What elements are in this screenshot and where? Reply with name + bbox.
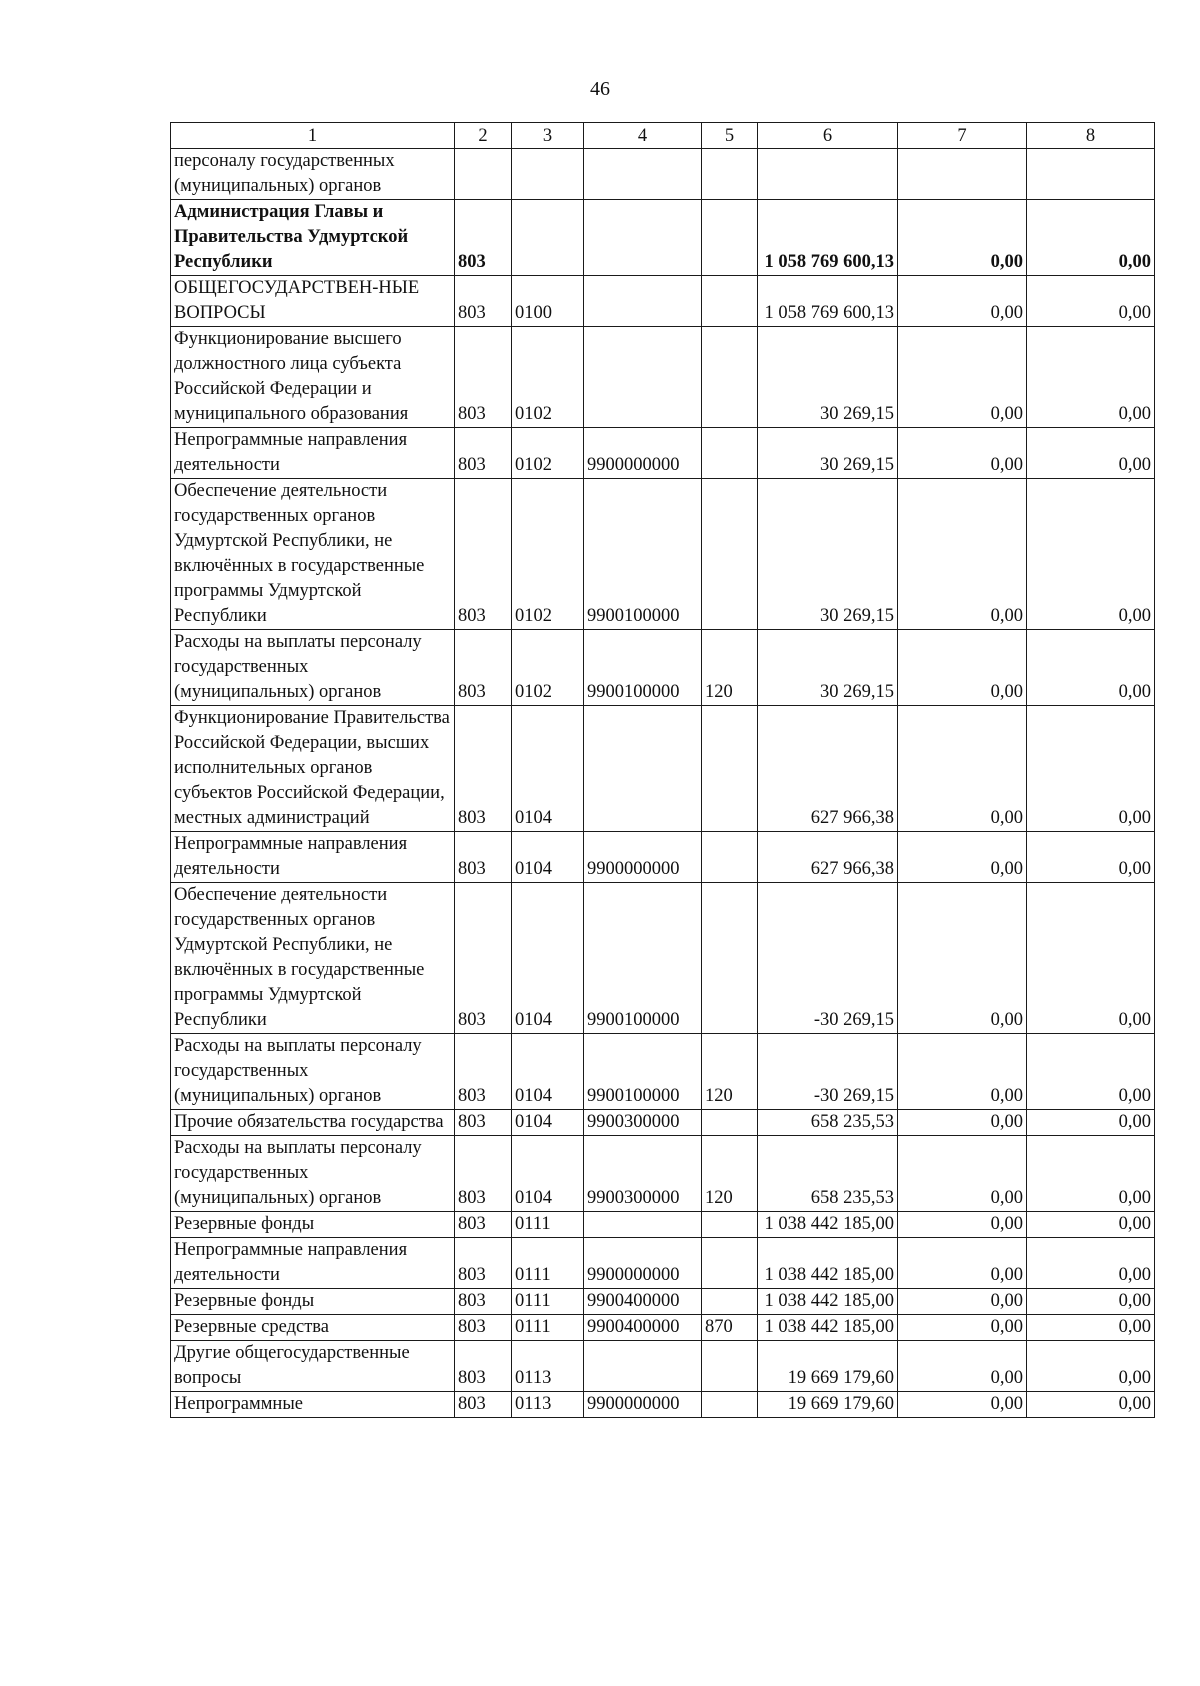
row-amount: 19 669 179,60 xyxy=(758,1341,898,1392)
row-amount-2: 0,00 xyxy=(898,200,1027,276)
row-amount-3 xyxy=(1027,149,1155,200)
row-amount-3: 0,00 xyxy=(1027,883,1155,1034)
row-amount: 30 269,15 xyxy=(758,327,898,428)
row-ministry-code: 803 xyxy=(455,1238,512,1289)
row-amount-3: 0,00 xyxy=(1027,1238,1155,1289)
row-expense-type xyxy=(702,883,758,1034)
row-expense-type xyxy=(702,149,758,200)
row-name: Резервные средства xyxy=(171,1315,455,1341)
row-amount-3: 0,00 xyxy=(1027,706,1155,832)
row-target-code xyxy=(584,327,702,428)
row-section-code: 0104 xyxy=(512,1110,584,1136)
row-expense-type: 120 xyxy=(702,630,758,706)
row-name: Непрограммные xyxy=(171,1392,455,1418)
header-cell-2: 2 xyxy=(455,123,512,149)
row-expense-type xyxy=(702,479,758,630)
row-target-code xyxy=(584,149,702,200)
row-target-code xyxy=(584,1341,702,1392)
row-target-code xyxy=(584,706,702,832)
row-amount-2: 0,00 xyxy=(898,1392,1027,1418)
row-name: Резервные фонды xyxy=(171,1289,455,1315)
row-expense-type: 120 xyxy=(702,1034,758,1110)
table-row xyxy=(171,706,1155,832)
row-target-code: 9900100000 xyxy=(584,479,702,630)
row-target-code: 9900000000 xyxy=(584,428,702,479)
row-ministry-code: 803 xyxy=(455,832,512,883)
row-amount-2: 0,00 xyxy=(898,479,1027,630)
table-row xyxy=(171,1289,1155,1315)
row-section-code xyxy=(512,200,584,276)
row-expense-type xyxy=(702,1110,758,1136)
row-amount-3: 0,00 xyxy=(1027,327,1155,428)
row-section-code: 0111 xyxy=(512,1315,584,1341)
row-expense-type xyxy=(702,832,758,883)
row-ministry-code: 803 xyxy=(455,1289,512,1315)
row-ministry-code: 803 xyxy=(455,630,512,706)
row-amount-2: 0,00 xyxy=(898,1315,1027,1341)
header-cell-7: 7 xyxy=(898,123,1027,149)
row-ministry-code: 803 xyxy=(455,1034,512,1110)
table-row xyxy=(171,1212,1155,1238)
row-amount-3: 0,00 xyxy=(1027,428,1155,479)
row-section-code: 0111 xyxy=(512,1212,584,1238)
page-number: 46 xyxy=(590,78,610,100)
table-row xyxy=(171,883,1155,1034)
row-section-code: 0104 xyxy=(512,883,584,1034)
row-ministry-code: 803 xyxy=(455,706,512,832)
row-ministry-code: 803 xyxy=(455,327,512,428)
row-target-code: 9900300000 xyxy=(584,1110,702,1136)
table-row xyxy=(171,1136,1155,1212)
table-body xyxy=(171,149,1155,1418)
row-section-code: 0102 xyxy=(512,428,584,479)
row-name: Расходы на выплаты персоналу государственных (муниципальных) органов xyxy=(171,630,455,706)
table-row xyxy=(171,149,1155,200)
row-section-code: 0113 xyxy=(512,1392,584,1418)
table-row xyxy=(171,1315,1155,1341)
row-target-code: 9900400000 xyxy=(584,1315,702,1341)
row-amount-2 xyxy=(898,149,1027,200)
row-amount-3: 0,00 xyxy=(1027,1212,1155,1238)
table-row xyxy=(171,1341,1155,1392)
row-expense-type xyxy=(702,200,758,276)
header-cell-5: 5 xyxy=(702,123,758,149)
row-target-code: 9900300000 xyxy=(584,1136,702,1212)
row-amount-3: 0,00 xyxy=(1027,276,1155,327)
row-section-code: 0111 xyxy=(512,1289,584,1315)
header-cell-3: 3 xyxy=(512,123,584,149)
row-expense-type xyxy=(702,276,758,327)
row-section-code: 0102 xyxy=(512,327,584,428)
row-section-code: 0104 xyxy=(512,832,584,883)
row-expense-type xyxy=(702,1238,758,1289)
row-ministry-code: 803 xyxy=(455,1136,512,1212)
row-amount: 1 038 442 185,00 xyxy=(758,1238,898,1289)
row-target-code: 9900100000 xyxy=(584,1034,702,1110)
row-amount: 1 038 442 185,00 xyxy=(758,1212,898,1238)
row-section-code: 0102 xyxy=(512,630,584,706)
row-amount: 1 058 769 600,13 xyxy=(758,276,898,327)
row-amount: 1 058 769 600,13 xyxy=(758,200,898,276)
row-amount-2: 0,00 xyxy=(898,1136,1027,1212)
row-amount-2: 0,00 xyxy=(898,883,1027,1034)
row-name: Непрограммные направления деятельности xyxy=(171,1238,455,1289)
row-amount-2: 0,00 xyxy=(898,1110,1027,1136)
row-name: ОБЩЕГОСУДАРСТВЕН-НЫЕ ВОПРОСЫ xyxy=(171,276,455,327)
row-name: персоналу государственных (муниципальных) органов xyxy=(171,149,455,200)
row-target-code: 9900000000 xyxy=(584,1392,702,1418)
header-row xyxy=(171,123,1155,149)
row-ministry-code: 803 xyxy=(455,276,512,327)
row-amount: 627 966,38 xyxy=(758,706,898,832)
row-amount: 627 966,38 xyxy=(758,832,898,883)
row-section-code: 0104 xyxy=(512,1034,584,1110)
row-amount-3: 0,00 xyxy=(1027,1034,1155,1110)
row-name: Обеспечение деятельности государственных органов Удмуртской Республики, не включённых в государственные программы Удмуртской Республики xyxy=(171,479,455,630)
table-row xyxy=(171,630,1155,706)
row-amount-2: 0,00 xyxy=(898,630,1027,706)
row-expense-type xyxy=(702,1212,758,1238)
row-target-code xyxy=(584,200,702,276)
row-section-code: 0113 xyxy=(512,1341,584,1392)
row-expense-type xyxy=(702,1341,758,1392)
row-name: Расходы на выплаты персоналу государственных (муниципальных) органов xyxy=(171,1034,455,1110)
row-section-code: 0111 xyxy=(512,1238,584,1289)
row-amount-3: 0,00 xyxy=(1027,1341,1155,1392)
row-amount-3: 0,00 xyxy=(1027,1110,1155,1136)
row-amount: 658 235,53 xyxy=(758,1110,898,1136)
row-section-code: 0104 xyxy=(512,1136,584,1212)
row-target-code xyxy=(584,276,702,327)
row-target-code: 9900400000 xyxy=(584,1289,702,1315)
table-row xyxy=(171,479,1155,630)
row-name: Функционирование высшего должностного лица субъекта Российской Федерации и муниципального образования xyxy=(171,327,455,428)
row-ministry-code: 803 xyxy=(455,1341,512,1392)
row-amount: 19 669 179,60 xyxy=(758,1392,898,1418)
row-name: Прочие обязательства государства xyxy=(171,1110,455,1136)
row-target-code: 9900100000 xyxy=(584,883,702,1034)
row-amount-3: 0,00 xyxy=(1027,200,1155,276)
row-ministry-code: 803 xyxy=(455,428,512,479)
row-name: Функционирование Правительства Российской Федерации, высших исполнительных органов субъектов Российской Федерации, местных администраций xyxy=(171,706,455,832)
row-name: Непрограммные направления деятельности xyxy=(171,428,455,479)
row-amount: 658 235,53 xyxy=(758,1136,898,1212)
row-amount: -30 269,15 xyxy=(758,1034,898,1110)
row-amount xyxy=(758,149,898,200)
row-amount-3: 0,00 xyxy=(1027,1289,1155,1315)
row-ministry-code: 803 xyxy=(455,479,512,630)
table-row xyxy=(171,1110,1155,1136)
row-expense-type xyxy=(702,428,758,479)
row-name: Непрограммные направления деятельности xyxy=(171,832,455,883)
row-amount-3: 0,00 xyxy=(1027,1136,1155,1212)
row-ministry-code xyxy=(455,149,512,200)
row-section-code: 0104 xyxy=(512,706,584,832)
header-cell-1: 1 xyxy=(171,123,455,149)
table-row xyxy=(171,832,1155,883)
row-amount-2: 0,00 xyxy=(898,327,1027,428)
table-row xyxy=(171,327,1155,428)
row-section-code xyxy=(512,149,584,200)
row-amount: -30 269,15 xyxy=(758,883,898,1034)
row-target-code: 9900000000 xyxy=(584,1238,702,1289)
row-amount-2: 0,00 xyxy=(898,276,1027,327)
row-amount-2: 0,00 xyxy=(898,428,1027,479)
row-ministry-code: 803 xyxy=(455,1212,512,1238)
row-expense-type xyxy=(702,1392,758,1418)
table-row xyxy=(171,276,1155,327)
row-amount-2: 0,00 xyxy=(898,1238,1027,1289)
row-target-code xyxy=(584,1212,702,1238)
row-amount-3: 0,00 xyxy=(1027,832,1155,883)
header-cell-6: 6 xyxy=(758,123,898,149)
row-amount-3: 0,00 xyxy=(1027,630,1155,706)
row-name: Администрация Главы и Правительства Удмуртской Республики xyxy=(171,200,455,276)
row-amount-3: 0,00 xyxy=(1027,1315,1155,1341)
row-amount-2: 0,00 xyxy=(898,1212,1027,1238)
row-section-code: 0102 xyxy=(512,479,584,630)
row-ministry-code: 803 xyxy=(455,1315,512,1341)
row-amount: 1 038 442 185,00 xyxy=(758,1289,898,1315)
row-expense-type xyxy=(702,706,758,832)
row-expense-type xyxy=(702,327,758,428)
table-row xyxy=(171,200,1155,276)
table-row xyxy=(171,428,1155,479)
header-cell-4: 4 xyxy=(584,123,702,149)
row-amount-2: 0,00 xyxy=(898,1341,1027,1392)
table-row xyxy=(171,1034,1155,1110)
row-target-code: 9900000000 xyxy=(584,832,702,883)
row-amount-2: 0,00 xyxy=(898,832,1027,883)
row-section-code: 0100 xyxy=(512,276,584,327)
row-amount-2: 0,00 xyxy=(898,1034,1027,1110)
row-amount-2: 0,00 xyxy=(898,1289,1027,1315)
row-expense-type: 870 xyxy=(702,1315,758,1341)
row-name: Расходы на выплаты персоналу государственных (муниципальных) органов xyxy=(171,1136,455,1212)
row-name: Другие общегосударственные вопросы xyxy=(171,1341,455,1392)
row-amount-3: 0,00 xyxy=(1027,1392,1155,1418)
row-amount-2: 0,00 xyxy=(898,706,1027,832)
row-amount-3: 0,00 xyxy=(1027,479,1155,630)
budget-table xyxy=(170,122,1155,1418)
table-row xyxy=(171,1392,1155,1418)
row-name: Обеспечение деятельности государственных органов Удмуртской Республики, не включённых в государственные программы Удмуртской Республики xyxy=(171,883,455,1034)
row-ministry-code: 803 xyxy=(455,1110,512,1136)
row-target-code: 9900100000 xyxy=(584,630,702,706)
row-amount: 30 269,15 xyxy=(758,630,898,706)
row-amount: 30 269,15 xyxy=(758,428,898,479)
row-expense-type: 120 xyxy=(702,1136,758,1212)
row-expense-type xyxy=(702,1289,758,1315)
header-cell-8: 8 xyxy=(1027,123,1155,149)
row-ministry-code: 803 xyxy=(455,883,512,1034)
row-name: Резервные фонды xyxy=(171,1212,455,1238)
row-ministry-code: 803 xyxy=(455,200,512,276)
table-row xyxy=(171,1238,1155,1289)
row-amount: 30 269,15 xyxy=(758,479,898,630)
row-amount: 1 038 442 185,00 xyxy=(758,1315,898,1341)
row-ministry-code: 803 xyxy=(455,1392,512,1418)
